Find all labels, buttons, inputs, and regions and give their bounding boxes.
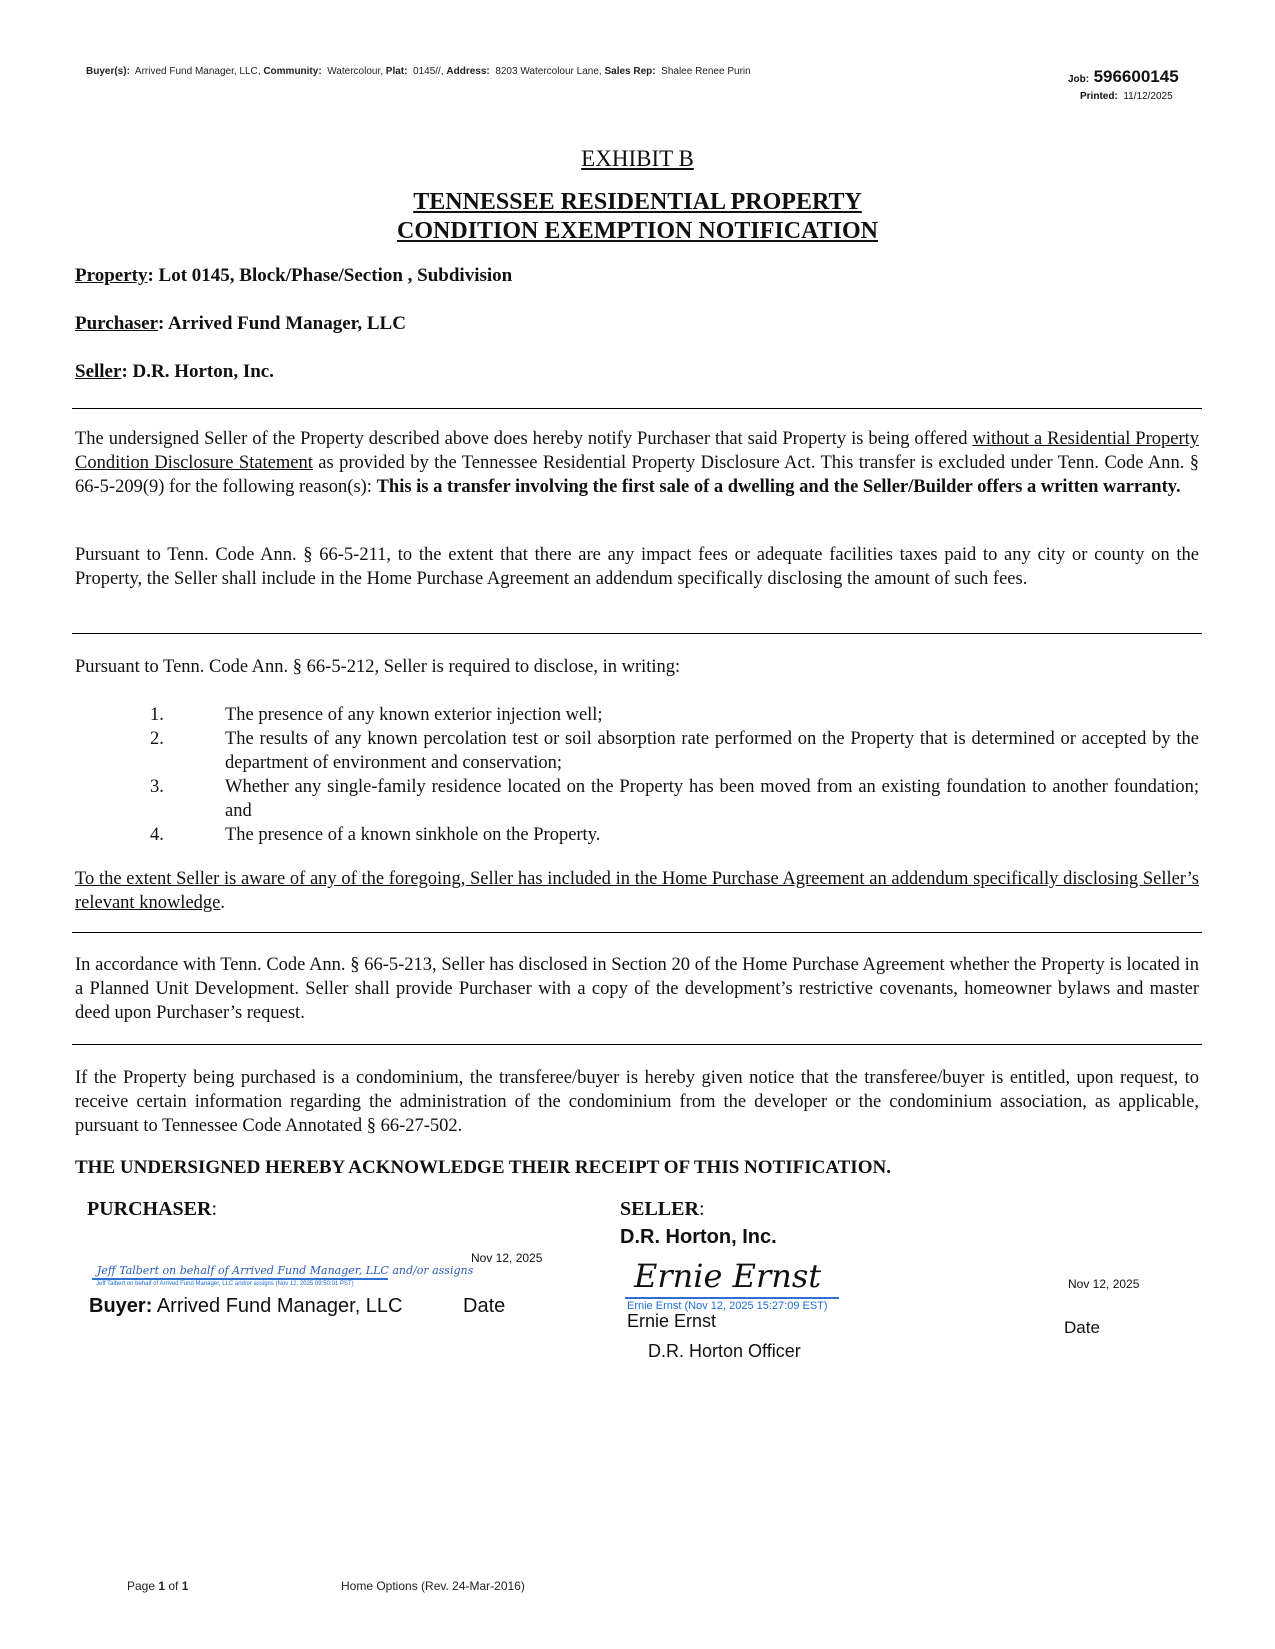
seller-field	[75, 361, 274, 383]
list-number: 1.	[150, 705, 164, 725]
job-number: 596600145	[1093, 67, 1179, 86]
buyer-name-line	[89, 1295, 403, 1318]
purchaser-field	[75, 313, 406, 335]
purchaser-signed-date: Nov 12, 2025	[471, 1251, 543, 1265]
impact-fees-paragraph: Pursuant to Tenn. Code Ann. § 66-5-211, to the extent that there are any impact fees or adequate facilities taxes paid to any city or county on the Property, the Seller shall include in the Home Purchase Agreement an addendum specifically disclosing the amount of such fees.	[75, 545, 1199, 589]
p4-underlined: To the extent Seller is aware of any of the foregoing, Seller has included in the Home Purchase Agreement an addendum specifically disclosing Seller’s relevant knowledge	[75, 869, 1199, 913]
job-number-block	[1068, 67, 1179, 87]
seller-signed-date: Nov 12, 2025	[1068, 1277, 1140, 1291]
seller-signature-line	[625, 1297, 839, 1299]
seller-heading-colon: :	[698, 1198, 705, 1220]
buyers-label: Buyer(s):	[86, 66, 130, 77]
acknowledgement-heading: THE UNDERSIGNED HEREBY ACKNOWLEDGE THEIR RECEIPT OF THIS NOTIFICATION.	[75, 1157, 891, 1178]
property-field	[75, 265, 512, 287]
page-current: 1	[158, 1579, 166, 1593]
disclosure-intro: Pursuant to Tenn. Code Ann. § 66-5-212, Seller is required to disclose, in writing:	[75, 657, 681, 677]
page-of: of	[165, 1579, 182, 1593]
seller-company: D.R. Horton, Inc.	[620, 1226, 777, 1248]
salesrep-label: Sales Rep:	[604, 66, 656, 77]
p1-text-cont: as provided by the Tennessee Residential Property Disclosure Act. This transfer is excluded under Tenn. Code Ann. § 66-5-209(9) for the following reason(s):	[75, 453, 1199, 497]
list-number: 2.	[150, 729, 164, 749]
p1-reason: This is a transfer involving the first sale of a dwelling and the Seller/Builder offers a written warranty.	[376, 477, 1181, 497]
divider	[72, 932, 1202, 933]
address-value: 8203 Watercolour Lane,	[495, 66, 602, 77]
seller-value: : D.R. Horton, Inc.	[121, 361, 274, 382]
exhibit-title: EXHIBIT B	[581, 146, 694, 171]
header-info	[86, 66, 751, 77]
seller-label: Seller	[75, 361, 122, 382]
printed-label: Printed:	[1080, 91, 1118, 102]
purchaser-label: Purchaser	[75, 313, 159, 334]
list-number: 4.	[150, 825, 164, 845]
document-title-line1: TENNESSEE RESIDENTIAL PROPERTY	[413, 189, 862, 215]
purchaser-heading	[87, 1198, 217, 1221]
purchaser-date-label: Date	[463, 1295, 506, 1317]
p4-end: .	[220, 893, 225, 913]
printed-date-block	[1080, 91, 1173, 102]
seller-date-label: Date	[1064, 1318, 1100, 1337]
form-revision: Home Options (Rev. 24-Mar-2016)	[341, 1579, 525, 1593]
salesrep-value: Shalee Renee Purin	[661, 66, 751, 77]
seller-knowledge-paragraph	[75, 867, 1199, 915]
p1-text: The undersigned Seller of the Property described above does hereby notify Purchaser that said Property is being offered	[75, 429, 973, 449]
purchaser-heading-colon: :	[211, 1198, 218, 1220]
condominium-paragraph: If the Property being purchased is a condominium, the transferee/buyer is hereby given notice that the transferee/buyer is entitled, upon request, to receive certain information regarding the administration of the condominium from the developer or the condominium association, as applicable, pursuant to Tennessee Code Annotated § 66-27-502.	[75, 1068, 1199, 1136]
document-title-line2: CONDITION EXEMPTION NOTIFICATION	[397, 218, 878, 244]
printed-value: 11/12/2025	[1123, 91, 1173, 102]
purchaser-signature-stamp: Jeff Talbert on behalf of Arrived Fund Manager, LLC and/or assigns (Nov 12, 2025 09:50:01 PST)	[96, 1281, 354, 1287]
list-item: The presence of any known exterior injection well;	[225, 705, 603, 725]
buyer-name: Arrived Fund Manager, LLC	[156, 1295, 403, 1317]
property-value: : Lot 0145, Block/Phase/Section , Subdivision	[147, 265, 513, 286]
seller-heading	[620, 1198, 705, 1221]
page-prefix: Page	[127, 1579, 159, 1593]
purchaser-heading-text: PURCHASER	[87, 1198, 212, 1220]
page-number	[127, 1579, 188, 1593]
divider	[72, 1044, 1202, 1045]
list-number: 3.	[150, 777, 164, 797]
list-item: The presence of a known sinkhole on the Property.	[225, 825, 601, 845]
community-value: Watercolour,	[327, 66, 383, 77]
purchaser-signature: Jeff Talbert on behalf of Arrived Fund Manager, LLC and/or assigns	[97, 1264, 474, 1277]
property-label: Property	[75, 265, 148, 286]
seller-printed-name: Ernie Ernst	[627, 1311, 717, 1331]
address-label: Address:	[446, 66, 490, 77]
seller-title: D.R. Horton Officer	[648, 1341, 801, 1361]
buyers-value: Arrived Fund Manager, LLC,	[134, 66, 261, 77]
job-label: Job:	[1068, 74, 1090, 85]
seller-signature: Ernie Ernst	[634, 1257, 822, 1295]
seller-heading-text: SELLER	[620, 1198, 699, 1220]
seller-signature-stamp: Ernie Ernst (Nov 12, 2025 15:27:09 EST)	[627, 1300, 828, 1312]
p1-underlined: without a Residential Property Condition Disclosure Statement	[75, 429, 1200, 473]
purchaser-signature-line	[92, 1278, 388, 1280]
exemption-paragraph	[75, 427, 1199, 499]
pud-paragraph: In accordance with Tenn. Code Ann. § 66-5-213, Seller has disclosed in Section 20 of the Home Purchase Agreement whether the Property is located in a Planned Unit Development. Seller shall provide Purchaser with a copy of the development’s restrictive covenants, homeowner bylaws and master deed upon Purchaser’s request.	[75, 955, 1199, 1023]
divider	[72, 633, 1202, 634]
divider	[72, 408, 1202, 409]
purchaser-value: : Arrived Fund Manager, LLC	[158, 313, 406, 334]
list-item: The results of any known percolation test or soil absorption rate performed on the Property that is determined or accepted by the department of environment and conservation;	[225, 729, 1199, 773]
community-label: Community:	[263, 66, 322, 77]
list-item: Whether any single-family residence located on the Property has been moved from an existing foundation to another foundation; and	[225, 777, 1199, 821]
buyer-label: Buyer:	[89, 1295, 153, 1317]
plat-label: Plat:	[385, 66, 408, 77]
page-total: 1	[181, 1579, 189, 1593]
plat-value: 0145//,	[413, 66, 444, 77]
